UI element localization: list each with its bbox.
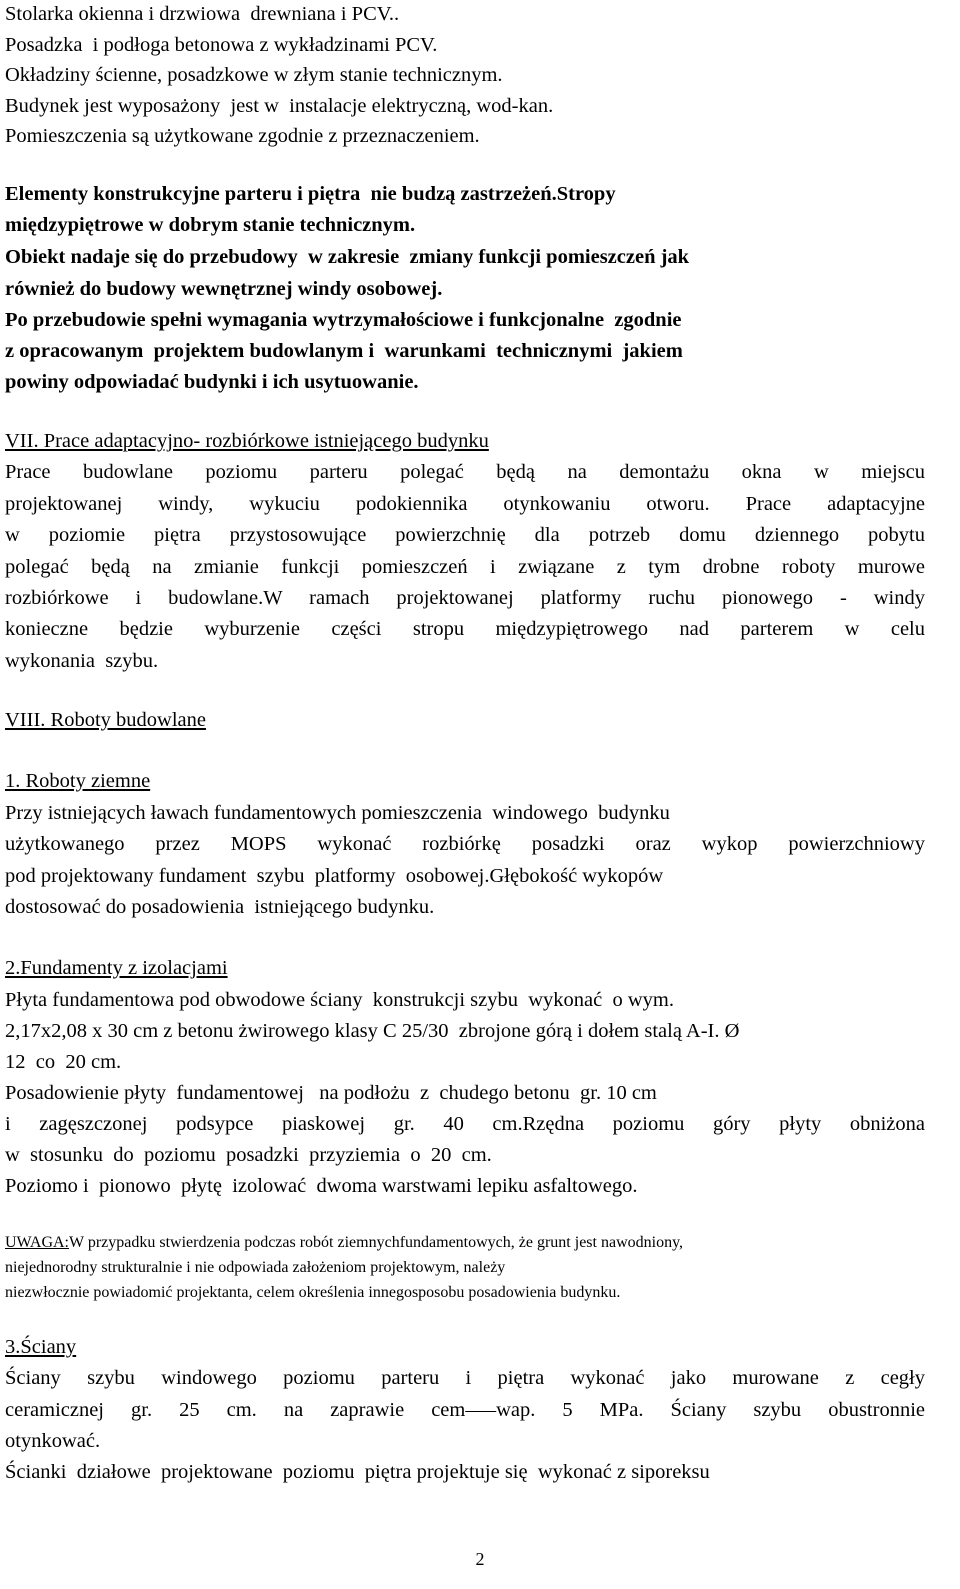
foundations-line: Poziomo i pionowo płytę izolować dwoma warstwami lepiku asfaltowego. — [5, 1175, 638, 1197]
foundations-line: 12 co 20 cm. — [5, 1051, 122, 1073]
foundations-line: i zagęszczonej podsypce piaskowej gr. 40 cm.Rzędna poziomu góry płyty obniżona — [5, 1113, 925, 1135]
walls-heading: 3.Ściany — [5, 1336, 77, 1358]
note-line — [5, 1233, 683, 1253]
foundations-line: w stosunku do poziomu posadzki przyziemia o 20 cm. — [5, 1144, 492, 1166]
intro-line: Budynek jest wyposażony jest w instalacje elektryczną, wod-kan. — [5, 95, 554, 117]
assessment-line: z opracowanym projektem budowlanym i warunkami technicznymi jakiem — [5, 340, 683, 362]
assessment-line: powiny odpowiadać budynki i ich usytuowanie. — [5, 371, 419, 393]
walls-line: ceramicznej gr. 25 cm. na zaprawie cem–—wap. 5 MPa. Ściany szybu obustronnie — [5, 1399, 925, 1421]
assessment-line: Po przebudowie spełni wymagania wytrzymałościowe i funkcjonalne zgodnie — [5, 309, 682, 331]
earthworks-line: dostosować do posadowienia istniejącego budynku. — [5, 896, 435, 918]
earthworks-line: pod projektowany fundament szybu platformy osobowej.Głębokość wykopów — [5, 865, 664, 887]
note-line: niejednorodny strukturalnie i nie odpowiada założeniom projektowym, należy — [5, 1259, 506, 1276]
earthworks-line: Przy istniejących ławach fundamentowych pomieszczenia windowego budynku — [5, 802, 670, 824]
page-number: 2 — [475, 1549, 485, 1569]
intro-line: Pomieszczenia są użytkowane zgodnie z przeznaczeniem. — [5, 125, 480, 147]
intro-line: Posadzka i podłoga betonowa z wykładzinami PCV. — [5, 34, 438, 56]
note-text: W przypadku stwierdzenia podczas robót ziemnychfundamentowych, że grunt jest nawodniony, — [69, 1234, 684, 1251]
section-7-line: konieczne będzie wyburzenie części stropu międzypiętrowego nad parterem w celu — [5, 618, 925, 640]
walls-line: Ściany szybu windowego poziomu parteru i piętra wykonać jako murowane z cegły — [5, 1367, 925, 1389]
section-7-line: polegać będą na zmianie funkcji pomieszczeń i związane z tym drobne roboty murowe — [5, 556, 925, 578]
intro-line: Stolarka okienna i drzwiowa drewniana i PCV.. — [5, 3, 400, 25]
section-7-line: rozbiórkowe i budowlane.W ramach projektowanej platformy ruchu pionowego - windy — [5, 587, 925, 609]
assessment-line: międzypiętrowe w dobrym stanie technicznym. — [5, 214, 416, 236]
section-7-line: projektowanej windy, wykuciu podokiennika otynkowaniu otworu. Prace adaptacyjne — [5, 493, 925, 515]
assessment-line: również do budowy wewnętrznej windy osobowej. — [5, 278, 443, 300]
intro-line: Okładziny ścienne, posadzkowe w złym stanie technicznym. — [5, 64, 503, 86]
earthworks-heading: 1. Roboty ziemne — [5, 770, 151, 792]
foundations-line: 2,17x2,08 x 30 cm z betonu żwirowego klasy C 25/30 zbrojone górą i dołem stalą A-I. Ø — [5, 1020, 740, 1042]
foundations-line: Płyta fundamentowa pod obwodowe ściany konstrukcji szybu wykonać o wym. — [5, 989, 674, 1011]
foundations-line: Posadowienie płyty fundamentowej na podłożu z chudego betonu gr. 10 cm — [5, 1082, 657, 1104]
section-7-line: w poziomie piętra przystosowujące powierzchnię dla potrzeb domu dziennego pobytu — [5, 524, 925, 546]
foundations-heading: 2.Fundamenty z izolacjami — [5, 957, 228, 979]
note-label: UWAGA: — [5, 1234, 69, 1251]
section-7-line: wykonania szybu. — [5, 650, 159, 672]
assessment-line: Elementy konstrukcyjne parteru i piętra nie budzą zastrzeżeń.Stropy — [5, 183, 616, 205]
walls-line: otynkować. — [5, 1430, 101, 1452]
assessment-line: Obiekt nadaje się do przebudowy w zakresie zmiany funkcji pomieszczeń jak — [5, 246, 690, 268]
walls-line: Ścianki działowe projektowane poziomu piętra projektuje się wykonać z siporeksu — [5, 1461, 710, 1483]
section-8-heading: VIII. Roboty budowlane — [5, 709, 206, 731]
note-line: niezwłocznie powiadomić projektanta, celem określenia innegosposobu posadowienia budynku. — [5, 1284, 621, 1301]
earthworks-line: użytkowanego przez MOPS wykonać rozbiórkę posadzki oraz wykop powierzchniowy — [5, 833, 925, 855]
section-7-heading: VII. Prace adaptacyjno- rozbiórkowe istniejącego budynku — [5, 430, 489, 452]
section-7-line: Prace budowlane poziomu parteru polegać będą na demontażu okna w miejscu — [5, 461, 925, 483]
